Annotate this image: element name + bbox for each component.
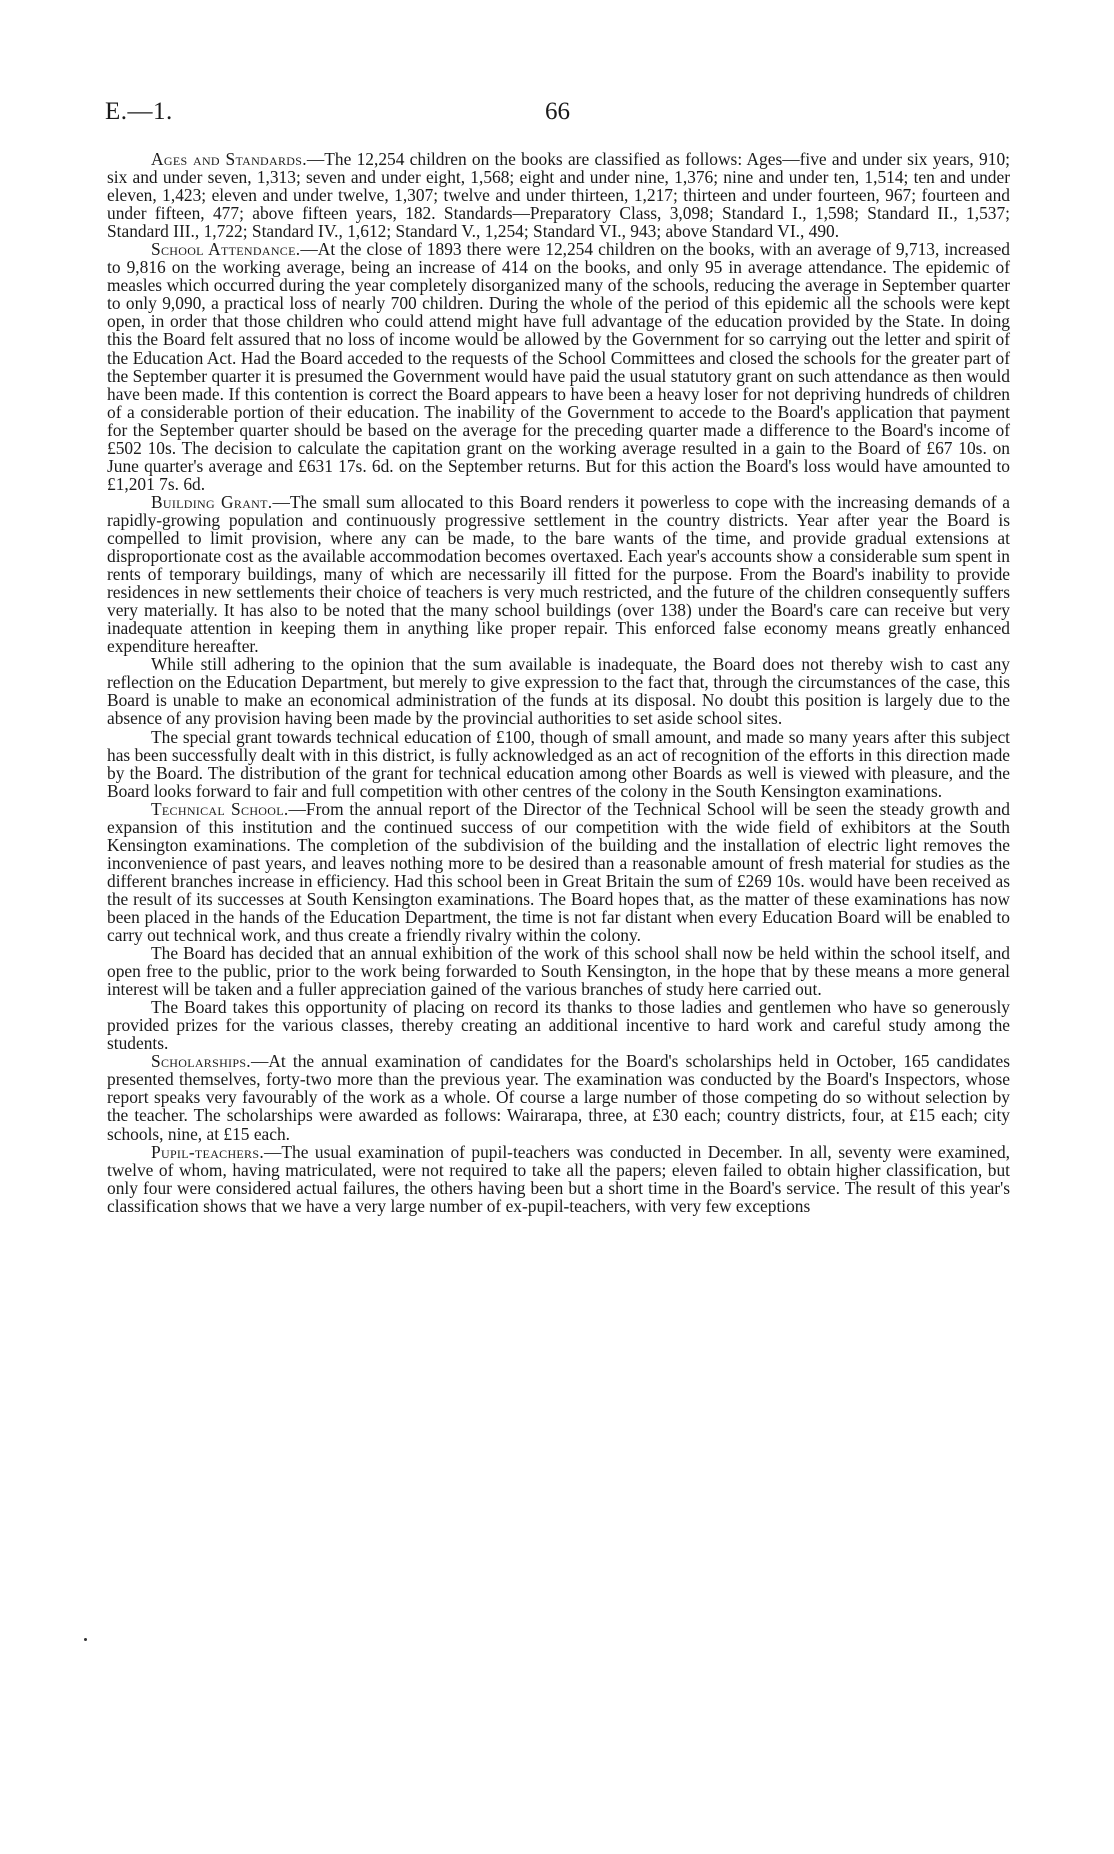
paragraph-text: —The small sum allocated to this Board renders it powerless to cope with the increasing demands of a rapidly-growing population and continuously progressive settlement in the country districts. Year after year the Board is compelled to limit provision, where any can be made, to the bare wants of the time, and provide gradual extensions at disproportionate cost as the available accommodation becomes overtaxed. Each year's accounts show a considerable sum spent in rents of temporary buildings, many of which are necessarily ill fitted for the purpose. From the Board's inability to provide residences in new settlements their choice of teachers is very much restricted, and the future of the children consequently suffers very materially. It has also to be noted that the many school buildings (over 138) under the Board's care can receive but very inadequate attention in keeping them in anything like proper repair. This enforced false economy means greatly enhanced expenditure hereafter.	[107, 491, 1010, 657]
paragraph-special-grant	[107, 728, 1010, 800]
paragraph-text: —At the annual examination of candidates for the Board's scholarships held in October, 165 candidates presented themselves, forty-two more than the previous year. The examination was conducted by the Board's Inspectors, whose report speaks very favourably of the work as a whole. Of course a large number of those competing do so without selection by the teacher. The scholarships were awarded as follows: Wairarapa, three, at £30 each; country districts, four, at £15 each; city schools, nine, at £15 each.	[107, 1051, 1010, 1144]
paragraph-school-attendance	[107, 240, 1010, 493]
paragraph-technical-school	[107, 800, 1010, 944]
paragraph-sum-inadequate	[107, 655, 1010, 727]
print-speck	[84, 1638, 87, 1641]
section-heading: Ages and Standards.	[151, 149, 307, 169]
paragraph-annual-exhibition	[107, 944, 1010, 998]
paragraph-scholarships	[107, 1052, 1010, 1142]
paragraph-text: —The 12,254 children on the books are classified as follows: Ages—five and under six years, 910; six and under seven, 1,313; seven and under eight, 1,568; eight and under nine, 1,376; nine and under ten, 1,514; ten and under eleven, 1,423; eleven and under twelve, 1,307; twelve and under thirteen, 1,217; thirteen and under fourteen, 967; fourteen and under fifteen, 477; above fifteen years, 182. Standards—Preparatory Class, 3,098; Standard I., 1,598; Standard II., 1,537; Standard III., 1,722; Standard IV., 1,612; Standard V., 1,254; Standard VI., 943; above Standard VI., 490.	[107, 149, 1010, 242]
paragraph-text: The Board has decided that an annual exhibition of the work of this school shall now be held within the school itself, and open free to the public, prior to the work being forwarded to South Kensington, in the hope that by these means a more general interest will be taken and a fuller appreciation gained of the various branches of study here carried out.	[107, 943, 1010, 1000]
paragraph-building-grant	[107, 493, 1010, 655]
document-reference: E.—1.	[105, 98, 173, 125]
section-heading: Pupil-teachers.	[151, 1141, 264, 1162]
section-heading: School Attendance.	[151, 239, 301, 260]
paragraph-text: The Board takes this opportunity of placing on record its thanks to those ladies and gentlemen who have so generously provided prizes for the various classes, thereby creating an additional incentive to hard work and careful study among the students.	[107, 997, 1010, 1054]
paragraph-text: —The usual examination of pupil-teachers was conducted in December. In all, seventy were examined, twelve of whom, having matriculated, were not required to take all the papers; eleven failed to obtain higher classification, but only four were considered actual failures, the others having been but a short time in the Board's service. The result of this year's classification shows that we have a very large number of ex-pupil-teachers, with very few exceptions	[107, 1141, 1010, 1216]
paragraph-text: While still adhering to the opinion that the sum available is inadequate, the Board does not thereby wish to cast any reflection on the Education Department, but merely to give expression to the fact that, through the circumstances of the case, this Board is unable to make an economical administration of the funds at its disposal. No doubt this position is largely due to the absence of any provision having been made by the provincial authorities to set aside school sites.	[107, 654, 1010, 729]
section-heading: Scholarships.	[151, 1051, 251, 1072]
paragraph-prizes-thanks	[107, 998, 1010, 1052]
paragraph-text: The special grant towards technical education of £100, though of small amount, and made so many years after this subject has been successfully dealt with in this district, is fully acknowledged as an act of recognition of the efforts in this direction made by the Board. The distribution of the grant for technical education among other Boards as well is viewed with pleasure, and the Board looks forward to fair and full competition with other centres of the colony in the South Kensington examinations.	[107, 726, 1010, 801]
paragraph-ages-and-standards	[107, 150, 1010, 240]
paragraph-pupil-teachers	[107, 1143, 1010, 1215]
page-header	[105, 98, 1010, 132]
paragraph-text: —At the close of 1893 there were 12,254 children on the books, with an average of 9,713, increased to 9,816 on the working average, being an increase of 414 on the books, and only 95 in average attendance. The epidemic of measles which occurred during the year completely disorganized many of the schools, reducing the average in September quarter to only 9,090, a practical loss of nearly 700 children. During the whole of the period of this epidemic all the schools were kept open, in order that those children who could attend might have full advantage of the education provided by the State. In doing this the Board felt assured that no loss of income would be allowed by the Government for so carrying out the letter and spirit of the Education Act. Had the Board acceded to the requests of the School Committees and closed the schools for the greater part of the September quarter it is presumed the Government would have paid the usual statutory grant on such attendance as then would have been made. If this contention is correct the Board appears to have been a heavy loser for not depriving hundreds of children of a considerable portion of their education. The inability of the Government to accede to the Board's application that payment for the September quarter should be based on the average for the preceding quarter made a difference to the Board's income of £502 10s. The decision to calculate the capitation grant on the working average resulted in a gain to the Board of £67 10s. on June quarter's average and £631 17s. 6d. on the September returns. But for this action the Board's loss would have amounted to £1,201 7s. 6d.	[107, 239, 1011, 494]
section-heading: Technical School.	[151, 798, 289, 819]
section-heading: Building Grant.	[151, 491, 273, 512]
page-number: 66	[545, 98, 570, 125]
paragraph-text: —From the annual report of the Director of the Technical School will be seen the steady growth and expansion of this institution and the continued success of our competition with the wide field of exhibitors at the South Kensington examinations. The completion of the subdivision of the building and the installation of electric light removes the inconvenience of past years, and leaves nothing more to be desired than a reasonable amount of fresh material for studies as the different branches increase in efficiency. Had this school been in Great Britain the sum of £269 10s. would have been received as the result of its successes at South Kensington examinations. The Board hopes that, as the matter of these examinations has now been placed in the hands of the Education Department, the time is not far distant when every Education Board will be enabled to carry out technical work, and thus create a friendly rivalry within the colony.	[107, 798, 1010, 946]
body-text	[107, 150, 1010, 1215]
